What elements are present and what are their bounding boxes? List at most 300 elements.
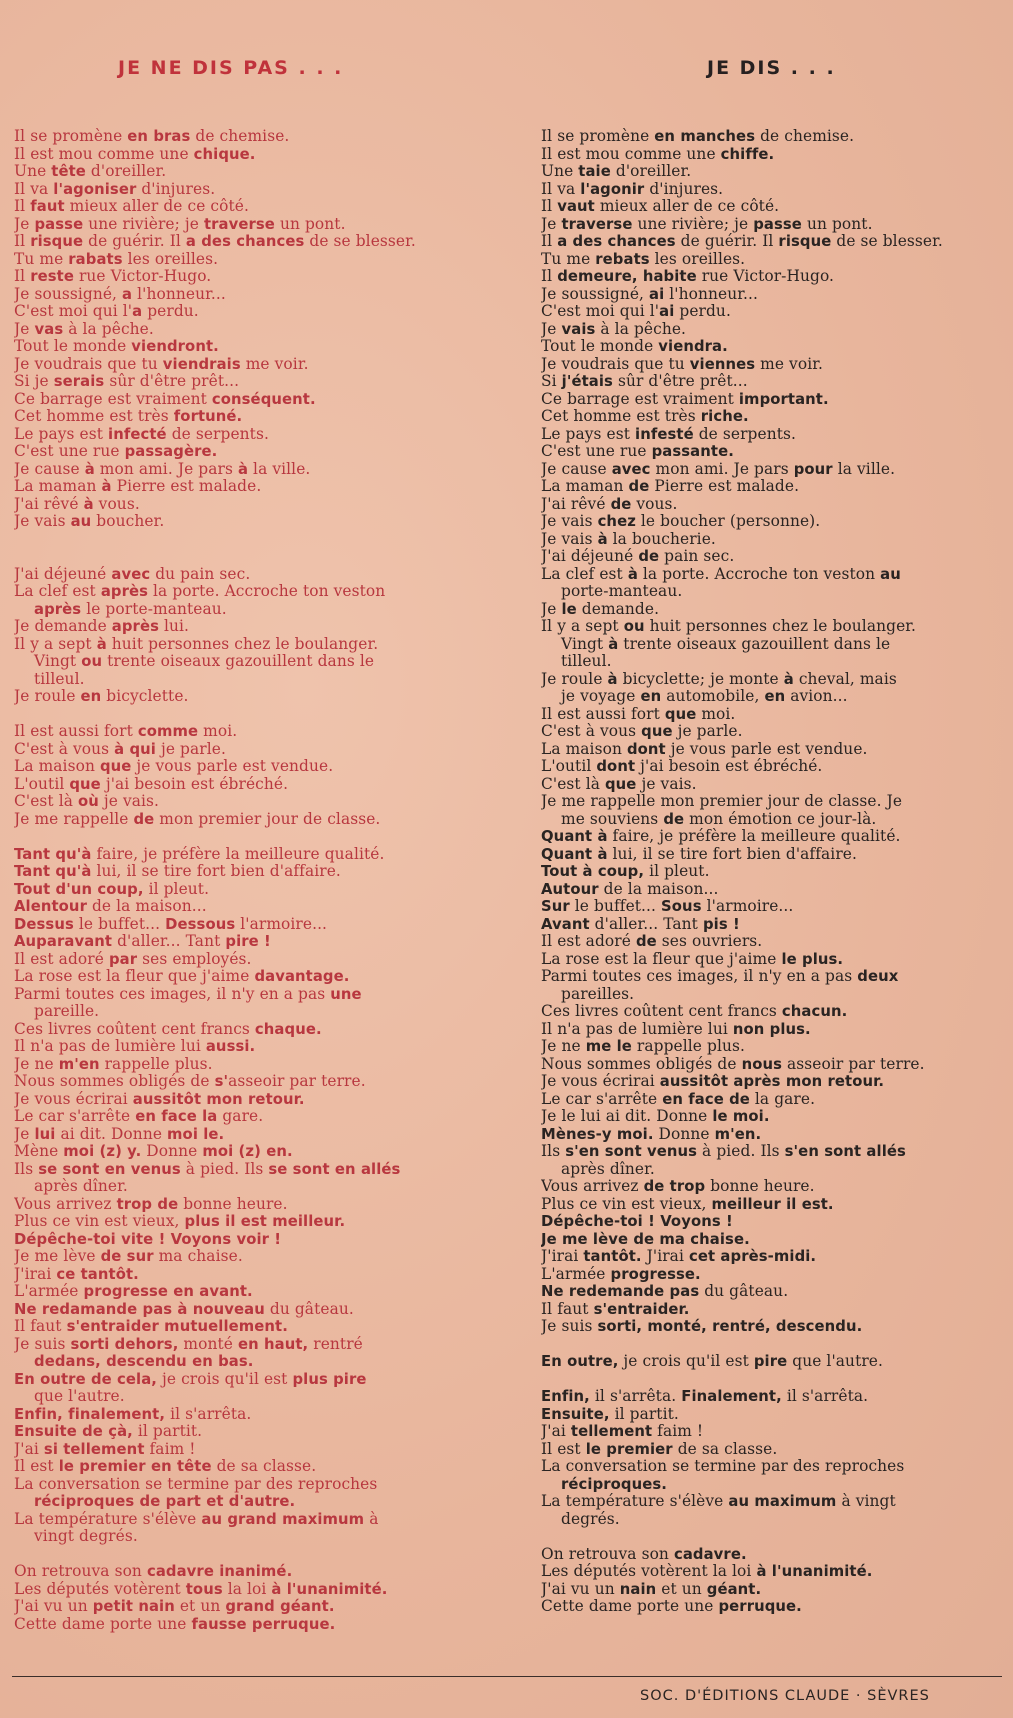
emphasis-word: pire ! [225, 933, 271, 950]
text-fragment: à pied. Ils [697, 1143, 785, 1160]
emphasis-word: progresse. [610, 1265, 701, 1283]
text-fragment: un pont. [801, 215, 873, 233]
text-fragment: il pleut. [644, 863, 710, 880]
text-fragment: une rivière; je [83, 215, 204, 233]
emphasis-word: sorti dehors, [70, 1335, 179, 1353]
emphasis-word: vaut [557, 198, 595, 215]
text-line [14, 863, 484, 881]
text-fragment: J'ai déjeuné [541, 548, 639, 565]
text-fragment: rappelle plus. [631, 1038, 745, 1055]
text-line [14, 881, 484, 899]
text-fragment: Ces livres coûtent cent francs [14, 1020, 255, 1038]
text-line [541, 1458, 1003, 1476]
text-fragment: C'est moi qui l' [14, 303, 133, 320]
emphasis-word: par [108, 950, 138, 968]
text-line [541, 1126, 1003, 1144]
text-fragment: je vais. [98, 793, 160, 810]
text-fragment: un pont. [274, 215, 346, 233]
text-fragment: Je [14, 215, 35, 233]
text-fragment: lui, il se tire fort bien d'affaire. [91, 863, 341, 880]
text-line [541, 846, 1003, 864]
emphasis-word: meilleur il est. [711, 1195, 834, 1213]
text-fragment: avion... [785, 688, 848, 705]
text-line [14, 461, 484, 479]
text-line [14, 146, 484, 164]
emphasis-word: infecté [108, 425, 167, 443]
text-fragment: Tout le monde [541, 338, 659, 355]
emphasis-word: s'en sont allés [784, 1143, 906, 1160]
text-line [541, 741, 1003, 759]
line-gap [14, 706, 484, 724]
text-fragment: Parmi toutes ces images, il n'y en a pas [541, 968, 858, 985]
text-fragment: La clef est [14, 583, 101, 600]
emphasis-word: que [664, 705, 697, 723]
emphasis-word: à l'unanimité. [271, 1580, 388, 1598]
text-fragment: lui, il se tire fort bien d'affaire. [607, 845, 857, 863]
emphasis-word: faut [30, 198, 65, 215]
emphasis-word: s'entraider. [593, 1300, 690, 1318]
text-fragment: C'est à vous [14, 740, 115, 758]
text-line [14, 1563, 484, 1581]
text-line [541, 653, 1003, 671]
emphasis-word: Dépêche-toi vite ! Voyons voir ! [14, 1230, 282, 1248]
emphasis-word: perruque. [718, 1598, 802, 1615]
emphasis-word: à l'unanimité. [756, 1563, 873, 1580]
text-line [541, 828, 1003, 846]
emphasis-word: lui [34, 1125, 56, 1143]
text-line [541, 881, 1003, 899]
text-fragment: Il est adoré [541, 933, 636, 950]
text-fragment: moi. [696, 705, 736, 723]
emphasis-word: en [764, 688, 786, 705]
text-line [14, 1353, 484, 1371]
emphasis-word: pour [793, 460, 833, 478]
text-line [14, 163, 484, 181]
text-fragment: je vous parle est vendue. [131, 758, 334, 775]
emphasis-word: vas [34, 320, 64, 338]
text-fragment: La conversation se termine par des reproches [14, 1475, 378, 1493]
text-line [541, 251, 1003, 269]
text-fragment: Les députés votèrent [14, 1580, 186, 1598]
text-line [541, 1091, 1003, 1109]
emphasis-word: pire [753, 1353, 788, 1370]
emphasis-word: me le [585, 1038, 632, 1055]
text-line [541, 1353, 1003, 1371]
text-line [541, 373, 1003, 391]
emphasis-word: ai [659, 303, 675, 320]
text-line [14, 338, 484, 356]
text-line [14, 268, 484, 286]
emphasis-word: au [880, 565, 901, 583]
text-fragment: Il y a sept [14, 635, 97, 653]
emphasis-word: que [99, 758, 132, 775]
text-fragment: J'ai rêvé [541, 495, 611, 513]
text-fragment: les oreilles. [122, 250, 219, 268]
emphasis-word: taie [578, 163, 611, 180]
text-fragment: mon émotion ce jour-là. [684, 810, 877, 828]
text-fragment: La clef est [541, 565, 628, 583]
text-line [14, 1406, 484, 1424]
text-line [14, 251, 484, 269]
text-fragment: il pleut. [143, 880, 210, 898]
emphasis-word: tête [51, 163, 86, 180]
text-fragment: bicyclette. [101, 688, 189, 705]
text-fragment: Je ne [14, 1055, 59, 1073]
text-fragment: faire, je préfère la meilleure qualité. [607, 828, 901, 845]
text-fragment: je voyage [561, 688, 641, 705]
text-line [14, 1581, 484, 1599]
text-fragment: L'armée [14, 1283, 84, 1300]
text-line [14, 1143, 484, 1161]
text-line [541, 583, 1003, 601]
text-line [14, 933, 484, 951]
emphasis-word: chique. [193, 145, 256, 163]
text-fragment: La maman [541, 478, 629, 495]
emphasis-word: cet après-midi. [688, 1248, 817, 1265]
emphasis-word: Ne redemande pas [541, 1283, 700, 1300]
text-line [14, 496, 484, 514]
text-fragment: faim ! [144, 1440, 196, 1458]
text-fragment: bicyclette; je monte [617, 670, 784, 688]
emphasis-word: Sur [541, 898, 570, 915]
text-line [14, 566, 484, 584]
text-line [541, 863, 1003, 881]
text-fragment: La température s'élève [541, 1493, 729, 1510]
emphasis-word: à [627, 565, 638, 583]
text-fragment: je parle. [672, 723, 743, 740]
text-line [541, 1318, 1003, 1336]
text-line [14, 513, 484, 531]
text-line [14, 1056, 484, 1074]
emphasis-word: Quant à [541, 828, 608, 845]
emphasis-word: Finalement, [681, 1388, 782, 1405]
text-line [14, 198, 484, 216]
text-line [14, 1038, 484, 1056]
text-fragment: Il n'a pas de lumière lui [541, 1020, 733, 1038]
text-fragment: me voir. [240, 355, 309, 373]
text-line [541, 548, 1003, 566]
text-fragment: C'est une rue [541, 443, 652, 460]
text-line [14, 793, 484, 811]
text-fragment: J'ai déjeuné [14, 565, 112, 583]
text-line [14, 968, 484, 986]
text-fragment: Si [541, 373, 562, 390]
publisher-footer: SOC. D'ÉDITIONS CLAUDE · SÈVRES [640, 1688, 930, 1704]
emphasis-word: chiffe. [720, 145, 775, 163]
text-line [14, 1388, 484, 1406]
text-line [541, 1563, 1003, 1581]
text-line [541, 933, 1003, 951]
emphasis-word: le plus. [781, 950, 844, 968]
text-fragment: asseoir par terre. [782, 1055, 925, 1073]
text-fragment: monté [178, 1335, 238, 1353]
text-fragment: Le pays est [541, 425, 636, 443]
correct-column [541, 128, 1003, 1616]
text-fragment: mon ami. Je pars [94, 460, 238, 478]
emphasis-word: de sur [100, 1248, 154, 1265]
text-fragment: Mène [14, 1143, 64, 1160]
text-fragment: Je voudrais que tu [541, 355, 690, 373]
emphasis-word: de [628, 478, 650, 495]
text-fragment: Il est [14, 1458, 59, 1475]
emphasis-word: l'agoniser [53, 180, 137, 198]
emphasis-word: après [111, 618, 159, 635]
text-fragment: Je soussigné, [14, 285, 123, 303]
text-fragment: mieux aller de ce côté. [594, 198, 780, 215]
text-line [541, 1073, 1003, 1091]
text-fragment: moi. [198, 723, 238, 740]
text-fragment: Je cause [14, 460, 85, 478]
emphasis-word: en [640, 688, 662, 705]
text-line [541, 1406, 1003, 1424]
text-fragment: du gâteau. [264, 1300, 354, 1318]
text-line [14, 1511, 484, 1529]
text-line [541, 916, 1003, 934]
text-fragment: il s'arrêta. [165, 1405, 252, 1423]
text-fragment: et un [656, 1580, 707, 1598]
text-line [14, 1108, 484, 1126]
text-line [14, 443, 484, 461]
emphasis-word: que [641, 723, 673, 740]
heading-je-dis: JE DIS . . . [707, 57, 836, 79]
text-fragment: vingt degrés. [34, 1528, 138, 1545]
text-fragment: Je [14, 320, 35, 338]
emphasis-word: Dessus [14, 915, 74, 933]
text-line [14, 1196, 484, 1214]
text-fragment: faire, je préfère la meilleure qualité. [91, 845, 385, 863]
text-line [541, 1441, 1003, 1459]
emphasis-word: passante. [651, 443, 734, 460]
emphasis-word: demeure, habite [557, 268, 697, 285]
text-fragment: C'est une rue [14, 443, 125, 460]
emphasis-word: après [34, 600, 82, 618]
text-fragment: Pierre est malade. [649, 478, 800, 495]
text-fragment: le boucher (personne). [635, 513, 821, 530]
text-fragment: L'armée [541, 1265, 611, 1283]
emphasis-word: à [83, 495, 94, 513]
emphasis-word: l'agonir [580, 180, 645, 198]
text-line [14, 741, 484, 759]
emphasis-word: le premier en tête [58, 1458, 212, 1475]
text-fragment: Je vais [541, 530, 598, 548]
emphasis-word: sorti, monté, rentré, descendu. [597, 1318, 863, 1335]
text-fragment: Pierre est malade. [111, 478, 262, 495]
line-gap [14, 531, 484, 549]
text-fragment: sûr d'être prêt... [104, 373, 240, 390]
emphasis-word: Auparavant [14, 933, 113, 950]
text-line [14, 1301, 484, 1319]
text-fragment: il partit. [609, 1405, 679, 1423]
text-line [14, 1616, 484, 1634]
emphasis-word: à [783, 670, 794, 688]
text-fragment: asseoir par terre. [228, 1073, 366, 1090]
emphasis-word: en [80, 688, 102, 705]
text-fragment: La maison [14, 758, 100, 775]
text-line [541, 951, 1003, 969]
text-line [541, 1021, 1003, 1039]
text-line [14, 1091, 484, 1109]
text-line [14, 391, 484, 409]
text-line [541, 1598, 1003, 1616]
emphasis-word: de [638, 548, 660, 565]
text-fragment: vous. [631, 495, 678, 513]
text-fragment: Je cause [541, 460, 612, 478]
emphasis-word: viendront. [131, 338, 219, 355]
text-fragment: pain sec. [659, 548, 735, 565]
text-fragment: je crois qu'il est [618, 1353, 754, 1370]
emphasis-word: trop de [116, 1195, 179, 1213]
emphasis-word: que [604, 775, 637, 793]
text-fragment: mieux aller de ce côté. [64, 198, 249, 215]
emphasis-word: réciproques de part et d'autre. [34, 1493, 296, 1510]
emphasis-word: passe [34, 215, 84, 233]
text-fragment: d'injures. [136, 180, 216, 198]
text-fragment: Tu me [14, 250, 69, 268]
text-fragment: après dîner. [561, 1160, 655, 1178]
text-fragment: j'ai besoin est ébréché. [100, 775, 289, 793]
text-fragment: Je [541, 320, 562, 338]
text-line [14, 303, 484, 321]
text-line [541, 216, 1003, 234]
text-fragment: Le pays est [14, 425, 109, 443]
emphasis-word: avec [111, 565, 151, 583]
text-line [541, 1143, 1003, 1161]
text-fragment: vous. [93, 495, 140, 513]
text-line [541, 1301, 1003, 1319]
emphasis-word: passagère. [124, 443, 218, 460]
text-fragment: Il se promène [14, 128, 128, 145]
text-line [541, 1581, 1003, 1599]
emphasis-word: en haut, [237, 1335, 309, 1353]
text-fragment: il s'arrêta. [781, 1388, 869, 1405]
emphasis-word: se sont en allés [268, 1160, 401, 1178]
text-fragment: la loi [222, 1580, 272, 1598]
emphasis-word: Alentour [14, 898, 87, 915]
text-line [541, 443, 1003, 461]
emphasis-word: a [132, 303, 143, 320]
text-fragment: l'honneur... [664, 285, 759, 303]
text-line [541, 1213, 1003, 1231]
text-fragment: degrés. [561, 1510, 620, 1528]
text-fragment: tilleul. [561, 653, 612, 670]
emphasis-word: se sont en venus [38, 1160, 181, 1178]
text-line [541, 776, 1003, 794]
text-line [541, 1196, 1003, 1214]
text-fragment: Si je [14, 373, 54, 390]
emphasis-word: Tant qu'à [14, 845, 92, 863]
text-line [14, 951, 484, 969]
emphasis-word: dedans, descendu en bas. [34, 1353, 254, 1370]
emphasis-word: au grand maximum [201, 1510, 365, 1528]
emphasis-word: Sous [661, 898, 702, 915]
text-fragment: Ils [541, 1143, 566, 1160]
emphasis-word: Avant [541, 915, 590, 933]
text-fragment: Plus ce vin est vieux, [14, 1213, 185, 1230]
text-line [541, 303, 1003, 321]
emphasis-word: grand géant. [225, 1598, 335, 1615]
emphasis-word: à [237, 460, 249, 478]
text-fragment: Cette dame porte une [541, 1598, 719, 1615]
emphasis-word: à [96, 635, 107, 653]
text-fragment: de guérir. Il [675, 233, 779, 250]
text-fragment: Il faut [14, 1318, 67, 1335]
emphasis-word: au [70, 513, 92, 530]
text-fragment: Le car s'arrête [541, 1090, 663, 1108]
emphasis-word: à qui [114, 740, 156, 758]
text-line [14, 846, 484, 864]
text-line [14, 898, 484, 916]
emphasis-word: En outre, [541, 1353, 619, 1370]
emphasis-word: Ne redamande pas à nouveau [14, 1300, 265, 1318]
text-fragment: J'irai [14, 1265, 57, 1283]
emphasis-word: a des chances [185, 233, 305, 250]
emphasis-word: géant. [706, 1580, 762, 1598]
text-fragment: la ville. [248, 460, 311, 478]
text-fragment: de chemise. [755, 128, 855, 145]
emphasis-word: Ensuite, [541, 1405, 610, 1423]
text-line [541, 146, 1003, 164]
emphasis-word: j'étais [561, 373, 613, 390]
text-fragment: automobile, [661, 688, 765, 705]
emphasis-word: en bras [127, 128, 191, 145]
text-line [541, 461, 1003, 479]
text-line [14, 128, 484, 146]
text-line [541, 811, 1003, 829]
emphasis-word: de [133, 810, 155, 828]
text-fragment: trente oiseaux gazouillent dans le [102, 653, 375, 670]
text-fragment: il partit. [132, 1423, 203, 1440]
text-fragment: Tu me [541, 250, 596, 268]
text-fragment: de chemise. [190, 128, 290, 145]
text-fragment: Tout le monde [14, 338, 132, 355]
text-line [541, 793, 1003, 811]
text-fragment: de sa classe. [672, 1440, 778, 1458]
text-fragment: Nous sommes obligés de [14, 1073, 215, 1090]
text-line [541, 758, 1003, 776]
text-fragment: J'ai vu un [14, 1598, 93, 1615]
text-fragment: la porte. Accroche ton veston [148, 583, 386, 600]
emphasis-word: rebats [595, 250, 650, 268]
emphasis-word: viendra. [658, 338, 728, 355]
emphasis-word: m'en [58, 1055, 100, 1073]
emphasis-word: Dépêche-toi ! Voyons ! [541, 1213, 733, 1230]
emphasis-word: En outre de cela, [14, 1370, 158, 1388]
text-fragment: boucher. [91, 513, 165, 530]
text-fragment: J'ai rêvé [14, 495, 84, 513]
emphasis-word: le [561, 600, 577, 618]
text-line [14, 1003, 484, 1021]
text-fragment: Je demande [14, 618, 112, 635]
text-line [14, 181, 484, 199]
text-fragment: Il se promène [541, 128, 655, 145]
text-fragment: Je ne [541, 1038, 586, 1055]
emphasis-word: aussitôt mon retour. [132, 1090, 305, 1108]
text-fragment: le porte-manteau. [81, 600, 227, 618]
text-fragment: Nous sommes obligés de [541, 1055, 742, 1073]
text-fragment: Je suis [14, 1335, 71, 1353]
line-gap [14, 828, 484, 846]
text-line [14, 478, 484, 496]
text-fragment: du pain sec. [150, 565, 251, 583]
text-line [541, 1476, 1003, 1494]
emphasis-word: plus pire [292, 1370, 367, 1388]
text-line [541, 706, 1003, 724]
text-fragment: faim ! [652, 1423, 704, 1440]
text-line [541, 618, 1003, 636]
text-fragment: je vais. [636, 775, 697, 793]
emphasis-word: Dessous [165, 915, 236, 933]
emphasis-word: infesté [635, 425, 694, 443]
